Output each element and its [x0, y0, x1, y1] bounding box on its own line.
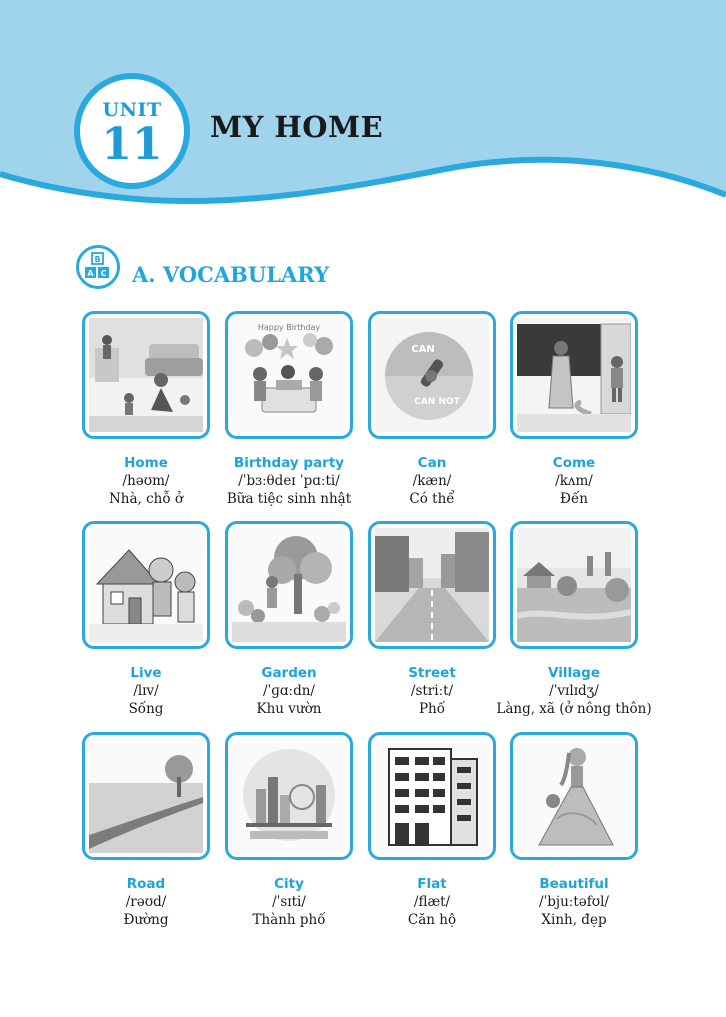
vocab-item-come [489, 454, 659, 508]
city-street-photo [375, 528, 489, 642]
picture-card-village [510, 521, 638, 649]
family-at-home-illustration [89, 318, 203, 432]
vocab-meaning: Đến [560, 491, 588, 507]
picture-card-live [82, 521, 210, 649]
section-title: A. VOCABULARY [132, 262, 330, 287]
can-cannot-switch-illustration [375, 318, 489, 432]
vocab-word: Garden [261, 665, 317, 681]
cartoon-house-with-people-illustration [89, 528, 203, 642]
abc-blocks-icon [76, 245, 120, 289]
picture-card-street [368, 521, 496, 649]
vocab-meaning: Làng, xã (ở nông thôn) [496, 701, 652, 717]
vocab-word: Birthday party [233, 455, 345, 471]
vocab-meaning: Thành phố [252, 912, 326, 928]
vocab-meaning: Có thể [409, 491, 455, 507]
picture-card-come [510, 311, 638, 439]
vocab-word: Street [408, 665, 456, 681]
vocab-meaning: Phố [418, 701, 446, 717]
picture-card-home [82, 311, 210, 439]
picture-card-garden [225, 521, 353, 649]
vocab-meaning: Sống [128, 701, 164, 717]
garden-tree-illustration [232, 528, 346, 642]
picture-card-birthday-party [225, 311, 353, 439]
birthday-party-illustration [232, 318, 346, 432]
vocab-ipa: /həʊm/ [122, 473, 170, 489]
princess-in-gown-illustration [517, 739, 631, 853]
vocab-word: City [274, 876, 304, 892]
vocab-word: Beautiful [539, 876, 609, 892]
vocab-ipa: /rəʊd/ [125, 894, 167, 910]
unit-number: 11 [101, 119, 163, 170]
vocab-ipa: /lɪv/ [133, 683, 159, 699]
picture-card-city [225, 732, 353, 860]
switch-label-cannot: CAN NOT [414, 397, 460, 407]
picture-card-can [368, 311, 496, 439]
vocab-meaning: Xinh, đẹp [541, 912, 607, 928]
vocab-meaning: Căn hộ [407, 912, 457, 928]
vocab-ipa: /ˈɡɑːdn/ [263, 683, 315, 699]
unit-badge [74, 73, 190, 189]
apartment-building-illustration [375, 739, 489, 853]
picture-card-flat [368, 732, 496, 860]
vocab-word: Home [124, 455, 168, 471]
vocab-word: Come [552, 455, 596, 471]
vocab-meaning: Nhà, chỗ ở [108, 491, 184, 507]
vocab-ipa: /ˈsɪti/ [272, 894, 306, 910]
teacher-and-boy-classroom-illustration [517, 318, 631, 432]
village-landscape-painting [517, 528, 631, 642]
picture-card-road [82, 732, 210, 860]
vocab-word: Flat [417, 876, 447, 892]
vocab-word: Live [130, 665, 162, 681]
vocab-word: Road [126, 876, 166, 892]
vocab-ipa: /kæn/ [412, 473, 452, 489]
vocab-ipa: /ˈbɜːθdeɪ ˈpɑːti/ [238, 473, 340, 489]
svg-text:C: C [100, 269, 107, 278]
vocab-meaning: Bữa tiệc sinh nhật [226, 491, 352, 507]
svg-text:A: A [87, 269, 94, 278]
birthday-banner-text: Happy Birthday [257, 323, 321, 332]
vocab-meaning: Khu vườn [256, 701, 322, 717]
unit-title: MY HOME [210, 110, 384, 144]
vocab-ipa: /striːt/ [410, 683, 454, 699]
vocab-ipa: /ˈbjuːtəfʊl/ [539, 894, 609, 910]
vocab-word: Village [547, 665, 601, 681]
vocab-ipa: /ˈvɪlɪdʒ/ [549, 683, 599, 699]
vocab-word: Can [417, 455, 447, 471]
svg-text:B: B [94, 255, 101, 264]
vocab-meaning: Đường [123, 912, 169, 928]
city-skyline-illustration [232, 739, 346, 853]
switch-label-can: CAN [411, 344, 435, 355]
winding-road-illustration [89, 739, 203, 853]
vocab-ipa: /flæt/ [413, 894, 451, 910]
picture-card-beautiful [510, 732, 638, 860]
unit-label: UNIT [102, 99, 162, 121]
vocab-item-beautiful [489, 875, 659, 929]
vocab-item-village [489, 664, 659, 718]
vocab-ipa: /kʌm/ [555, 473, 593, 489]
